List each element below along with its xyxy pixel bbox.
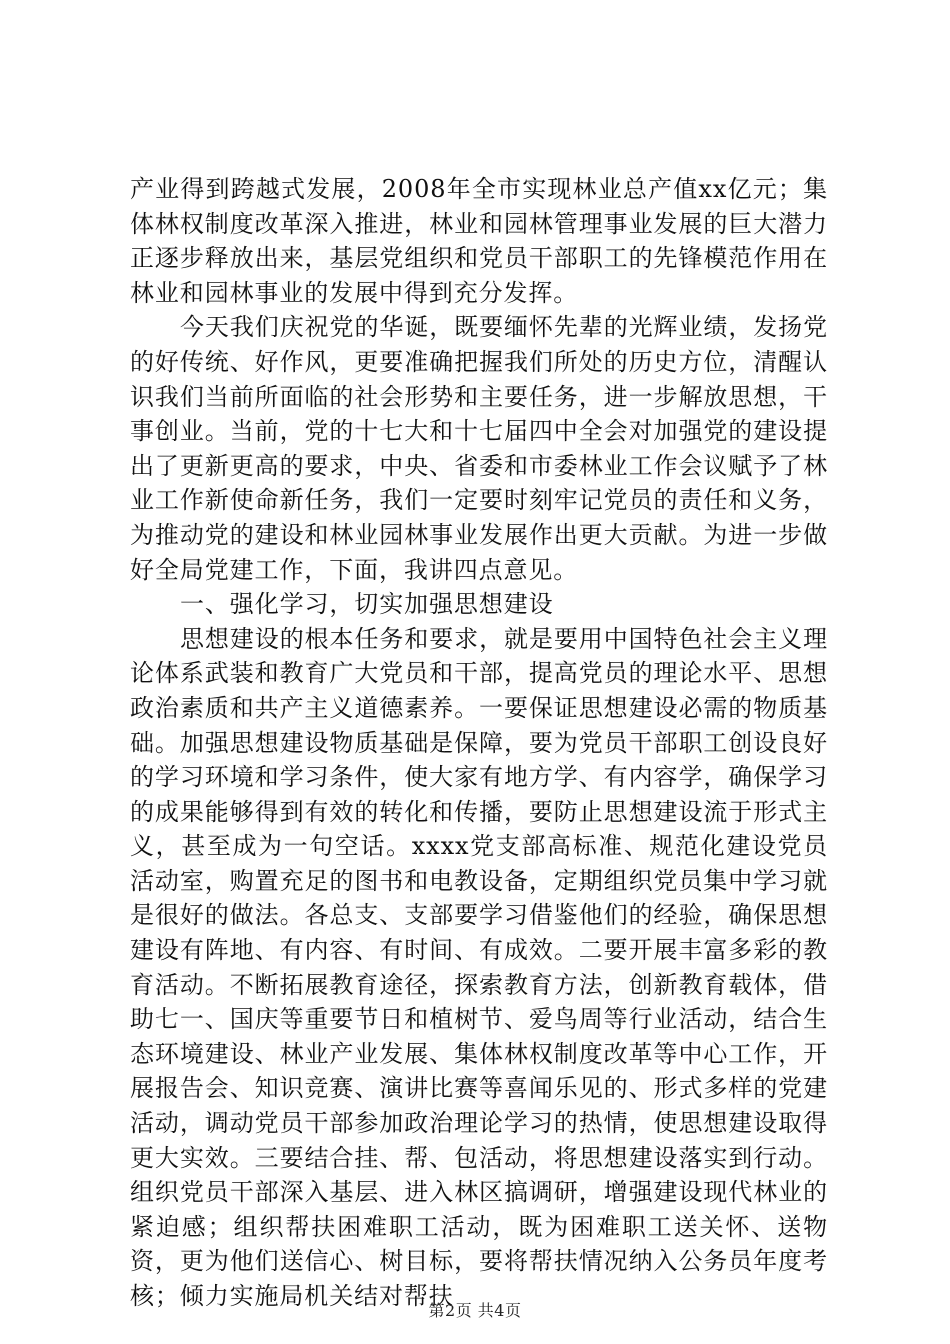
section-heading: 一、强化学习，切实加强思想建设 — [180, 590, 554, 619]
paragraph-celebration: 今天我们庆祝党的华诞，既要缅怀先辈的光辉业绩，发扬党的好传统、好作风，更要准确把握我们所处的历史方位，清醒认识我们当前所面临的社会形势和主要任务，进一步解放思想，干事创业。当前，党的十七大和十七届四中全会对加强党的建设提出了更新更高的要求，中央、省委和市委林业工作会议赋予了林业工作新使命新任务，我们一定要时刻牢记党员的责任和义务，为推动党的建设和林业园林事业发展作出更大贡献。为进一步做好全局党建工作，下面，我讲四点意见。 — [130, 313, 828, 584]
paragraph-continued: 产业得到跨越式发展，2008年全市实现林业总产值xx亿元；集体林权制度改革深入推进，林业和园林管理事业发展的巨大潜力正逐步释放出来，基层党组织和党员干部职工的先锋模范作用在林业和园林事业的发展中得到充分发挥。 — [130, 175, 828, 307]
document-body — [130, 172, 828, 1314]
page-number-footer: 第2页 共4页 — [428, 1301, 522, 1320]
paragraph-ideological-building: 思想建设的根本任务和要求，就是要用中国特色社会主义理论体系武装和教育广大党员和干部，提高党员的理论水平、思想政治素质和共产主义道德素养。一要保证思想建设必需的物质基础。加强思想建设物质基础是保障，要为党员干部职工创设良好的学习环境和学习条件，使大家有地方学、有内容学，确保学习的成果能够得到有效的转化和传播，要防止思想建设流于形式主义，甚至成为一句空话。xxxx党支部高标准、规范化建设党员活动室，购置充足的图书和电教设备，定期组织党员集中学习就是很好的做法。各总支、支部要学习借鉴他们的经验，确保思想建设有阵地、有内容、有时间、有成效。二要开展丰富多彩的教育活动。不断拓展教育途径，探索教育方法，创新教育载体，借助七一、国庆等重要节日和植树节、爱鸟周等行业活动，结合生态环境建设、林业产业发展、集体林权制度改革等中心工作，开展报告会、知识竞赛、演讲比赛等喜闻乐见的、形式多样的党建活动，调动党员干部参加政治理论学习的热情，使思想建设取得更大实效。三要结合挂、帮、包活动，将思想建设落实到行动。组织党员干部深入基层、进入林区搞调研，增强建设现代林业的紧迫感；组织帮扶困难职工活动，既为困难职工送关怀、送物资，更为他们送信心、树目标，要将帮扶情况纳入公务员年度考核；倾力实施局机关结对帮扶 — [130, 624, 828, 1310]
